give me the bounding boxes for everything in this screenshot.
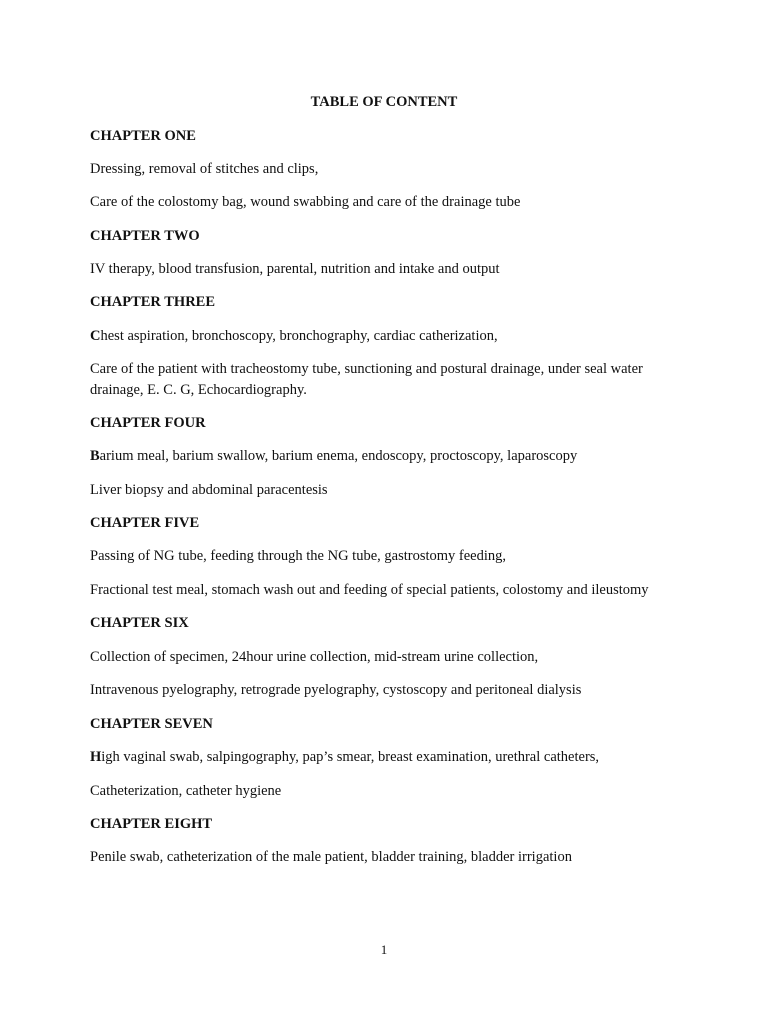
chapter-item: Collection of specimen, 24hour urine collection, mid-stream urine collection,	[90, 649, 539, 665]
item-initial: B	[90, 448, 100, 464]
item-text: hest aspiration, bronchoscopy, bronchography, cardiac catherization,	[100, 328, 498, 344]
item-initial: C	[90, 328, 101, 344]
page-number: 1	[380, 942, 388, 957]
chapter-heading: CHAPTER FIVE	[90, 515, 200, 531]
chapter-heading: CHAPTER FOUR	[90, 415, 206, 431]
chapter-item	[90, 446, 577, 467]
chapter-heading: CHAPTER EIGHT	[90, 816, 213, 832]
chapter-item	[90, 326, 498, 347]
chapter-heading: CHAPTER TWO	[90, 228, 200, 244]
chapter-heading: CHAPTER SEVEN	[90, 716, 213, 732]
chapter-heading: CHAPTER THREE	[90, 294, 216, 310]
chapter-item: Care of the patient with tracheostomy tube, sunctioning and postural drainage, under seal water drainage, E. C. G, Echocardiography.	[90, 361, 643, 398]
chapter-item: Intravenous pyelography, retrograde pyelography, cystoscopy and peritoneal dialysis	[90, 682, 582, 698]
item-text: igh vaginal swab, salpingography, pap’s smear, breast examination, urethral catheters,	[101, 749, 600, 765]
chapter-heading: CHAPTER ONE	[90, 128, 196, 144]
chapter-item: Passing of NG tube, feeding through the NG tube, gastrostomy feeding,	[90, 548, 506, 564]
chapter-item: Care of the colostomy bag, wound swabbing and care of the drainage tube	[90, 194, 521, 210]
chapter-heading: CHAPTER SIX	[90, 615, 189, 631]
chapter-item: Catheterization, catheter hygiene	[90, 783, 282, 799]
page-title: TABLE OF CONTENT	[310, 94, 458, 110]
chapter-item: Dressing, removal of stitches and clips,	[90, 161, 319, 177]
chapter-item: IV therapy, blood transfusion, parental, nutrition and intake and output	[90, 261, 500, 277]
chapter-item: Penile swab, catheterization of the male patient, bladder training, bladder irrigation	[90, 849, 572, 865]
item-text: arium meal, barium swallow, barium enema, endoscopy, proctoscopy, laparoscopy	[99, 448, 578, 464]
item-initial: H	[90, 749, 102, 765]
chapter-item: Liver biopsy and abdominal paracentesis	[90, 482, 328, 498]
chapter-item: Fractional test meal, stomach wash out and feeding of special patients, colostomy and ileustomy	[90, 582, 649, 598]
chapter-item	[90, 747, 599, 768]
